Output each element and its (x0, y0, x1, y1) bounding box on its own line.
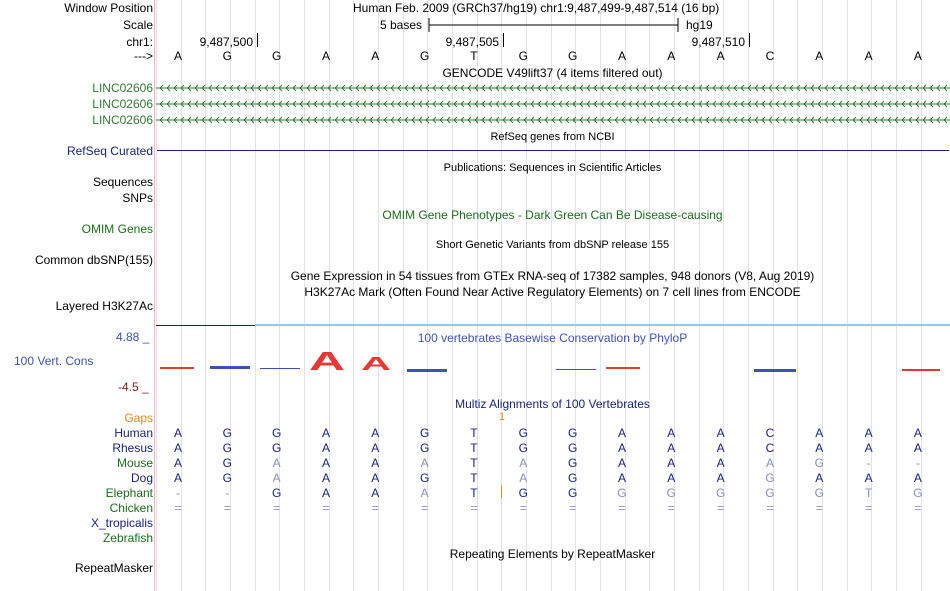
alignment-base: A (913, 471, 922, 485)
species-label[interactable]: Rhesus (112, 441, 153, 455)
alignment-base: A (371, 426, 380, 440)
alignment-base: G (814, 486, 824, 500)
ruler-tick-mark (749, 33, 750, 47)
alignment-base: = (273, 501, 281, 515)
gencode-item-feature[interactable] (156, 115, 950, 125)
alignment-base: = (569, 501, 577, 515)
alignment-base: T (470, 441, 478, 455)
gencode-item-label[interactable]: LINC02606 (92, 81, 153, 95)
alignment-base: G (765, 486, 775, 500)
alignment-base: A (864, 471, 873, 485)
ruler-base: G (271, 49, 282, 63)
ruler-tick-label: 9,487,505 (445, 35, 499, 49)
alignment-base: G (419, 426, 430, 440)
alignment-base: G (567, 426, 578, 440)
species-label[interactable]: Human (114, 426, 153, 440)
alignment-base: A (173, 426, 182, 440)
alignment-base: A (716, 471, 725, 485)
alignment-base: G (567, 456, 578, 470)
publications-title: Publications: Sequences in Scientific Articles (443, 162, 662, 174)
sequences-label[interactable]: Sequences (92, 175, 153, 189)
alignment-base: G (715, 486, 726, 500)
alignment-base: A (272, 456, 281, 470)
gap-count: 1 (499, 411, 506, 423)
alignment-base: G (567, 471, 578, 485)
gencode-item-label[interactable]: LINC02606 (92, 113, 153, 127)
alignment-base: A (815, 471, 824, 485)
alignment-base: - (915, 456, 920, 470)
multiz-title: Multiz Alignments of 100 Vertebrates (455, 397, 650, 411)
conservation-label[interactable]: 100 Vert. Cons (14, 354, 94, 368)
alignment-base: G (518, 486, 528, 500)
alignment-base: = (815, 501, 823, 515)
ruler-base: A (716, 49, 725, 63)
alignment-base: G (814, 456, 824, 470)
alignment-base: A (667, 426, 676, 440)
alignment-base: T (470, 471, 478, 485)
alignment-base: T (470, 426, 478, 440)
ruler-tick-label: 9,487,510 (691, 35, 745, 49)
alignment-base: A (716, 456, 725, 470)
scale-bar (428, 17, 680, 33)
ruler-tick-mark (257, 33, 258, 47)
alignment-base: A (617, 456, 626, 470)
alignment-base: G (567, 486, 578, 500)
alignment-base: A (765, 456, 774, 470)
alignment-base: G (222, 441, 232, 455)
alignment-base: A (667, 471, 676, 485)
alignment-base: G (419, 441, 430, 455)
species-label[interactable]: X_tropicalis (90, 516, 153, 530)
alignment-base: A (420, 486, 429, 500)
window-position-label: Window Position (64, 1, 153, 15)
ruler-base: G (222, 49, 232, 63)
alignment-base: A (913, 426, 922, 440)
alignment-base: A (321, 486, 330, 500)
conservation-min: -4.5 _ (118, 380, 149, 394)
arrow-label: ---> (134, 49, 153, 63)
alignment-base: - (176, 486, 180, 500)
refseq-label[interactable]: RefSeq Curated (66, 144, 153, 158)
gaps-label[interactable]: Gaps (124, 411, 153, 425)
species-label[interactable]: Dog (130, 471, 153, 485)
alignment-base: G (271, 441, 282, 455)
alignment-base: A (173, 471, 182, 485)
ruler-base: A (173, 49, 182, 63)
repeatmasker-label[interactable]: RepeatMasker (74, 561, 153, 575)
alignment-base: = (914, 501, 922, 515)
alignment-base: = (519, 501, 527, 515)
refseq-title: RefSeq genes from NCBI (490, 131, 615, 143)
alignment-base: G (222, 456, 232, 470)
alignment-base: A (321, 426, 330, 440)
alignment-base: A (864, 426, 873, 440)
alignment-base: G (271, 426, 282, 440)
alignment-base: = (865, 501, 873, 515)
dbsnp-title: Short Genetic Variants from dbSNP release 155 (435, 239, 670, 251)
alignment-base: = (618, 501, 626, 515)
h3k27ac-label[interactable]: Layered H3K27Ac (55, 299, 153, 313)
ruler-base: T (470, 49, 478, 63)
gencode-title: GENCODE V49lift37 (4 items filtered out) (442, 66, 663, 80)
ruler-base: A (321, 49, 330, 63)
ruler-tick-mark (503, 33, 504, 47)
alignment-base: A (667, 441, 676, 455)
alignment-base: = (421, 501, 429, 515)
conservation-logo (0, 345, 950, 380)
alignment-base: G (222, 426, 232, 440)
alignment-base: G (765, 471, 775, 485)
alignment-base: = (470, 501, 478, 515)
alignment-base: A (864, 441, 873, 455)
alignment-base: = (667, 501, 675, 515)
alignment-base: A (716, 426, 725, 440)
h3k27ac-title: H3K27Ac Mark (Often Found Near Active Regulatory Elements) on 7 cell lines from ENCODE (304, 285, 801, 299)
alignment-base: A (173, 456, 182, 470)
alignment-base: A (667, 456, 676, 470)
ruler-base: A (815, 49, 824, 63)
elephant-insertion-mark (501, 485, 502, 498)
alignment-base: - (225, 486, 230, 500)
gtex-title: Gene Expression in 54 tissues from GTEx RNA-seq of 17382 samples, 948 donors (V8, Aug 2019) (290, 269, 815, 283)
alignment-base: A (519, 456, 528, 470)
svg-text:A: A (361, 354, 391, 374)
alignment-base: A (371, 456, 380, 470)
alignment-base: A (617, 441, 626, 455)
ruler-tick-label: 9,487,500 (199, 35, 253, 49)
alignment-base: A (321, 441, 330, 455)
gencode-item-feature[interactable] (156, 99, 950, 109)
species-label[interactable]: Chicken (109, 501, 153, 515)
assembly-position[interactable]: Human Feb. 2009 (GRCh37/hg19) chr1:9,487,499-9,487,514 (16 bp) (353, 1, 720, 15)
alignment-base: T (864, 486, 873, 500)
species-label[interactable]: Zebrafish (102, 531, 153, 545)
alignment-base: A (371, 471, 380, 485)
ruler-base: G (419, 49, 430, 63)
gencode-item-label[interactable]: LINC02606 (92, 97, 153, 111)
alignment-base: = (322, 501, 330, 515)
alignment-base: A (321, 456, 330, 470)
conservation-title: 100 vertebrates Basewise Conservation by PhyloP (417, 331, 688, 345)
alignment-base: A (815, 441, 824, 455)
alignment-base: A (420, 456, 429, 470)
alignment-base: A (716, 441, 725, 455)
alignment-base: G (271, 486, 282, 500)
alignment-base: = (174, 501, 182, 515)
alignment-base: - (866, 456, 871, 470)
alignment-base: G (518, 426, 528, 440)
alignment-base: A (371, 441, 380, 455)
alignment-base: = (371, 501, 379, 515)
alignment-base: A (173, 441, 182, 455)
dbsnp-label[interactable]: Common dbSNP(155) (34, 253, 153, 267)
alignment-base: A (371, 486, 380, 500)
species-label[interactable]: Elephant (105, 486, 153, 500)
svg-text:A: A (309, 346, 346, 376)
alignment-base: G (913, 486, 923, 500)
snps-label[interactable]: SNPs (122, 191, 153, 205)
alignment-base: G (617, 486, 627, 500)
refseq-line[interactable] (157, 150, 949, 151)
alignment-base: G (666, 486, 676, 500)
alignment-base: = (766, 501, 774, 515)
alignment-base: T (470, 456, 478, 470)
alignment-base: G (222, 471, 232, 485)
scale-assembly: hg19 (686, 18, 713, 32)
alignment-base: C (765, 441, 775, 455)
alignment-base: A (617, 426, 626, 440)
chr-label: chr1: (126, 35, 153, 49)
ruler-base: G (567, 49, 578, 63)
alignment-base: A (617, 471, 626, 485)
alignment-base: G (518, 441, 528, 455)
alignment-base: A (519, 471, 528, 485)
alignment-base: A (913, 441, 922, 455)
conservation-max: 4.88 _ (116, 330, 150, 344)
gencode-item-feature[interactable] (156, 83, 950, 93)
alignment-base: C (765, 426, 775, 440)
omim-title: OMIM Gene Phenotypes - Dark Green Can Be Disease-causing (382, 208, 723, 222)
ruler-base: C (765, 49, 775, 63)
alignment-base: A (272, 471, 281, 485)
scale-label: Scale (122, 18, 153, 32)
alignment-base: A (321, 471, 330, 485)
h3k27ac-signal (255, 324, 950, 326)
alignment-base: A (815, 426, 824, 440)
alignment-base: G (567, 441, 578, 455)
repeatmasker-title: Repeating Elements by RepeatMasker (449, 547, 656, 561)
alignment-base: G (419, 471, 430, 485)
ruler-base: A (913, 49, 922, 63)
ruler-base: G (518, 49, 528, 63)
alignment-base: = (717, 501, 725, 515)
ruler-base: A (667, 49, 676, 63)
omim-label[interactable]: OMIM Genes (81, 222, 153, 236)
ruler-base: A (371, 49, 380, 63)
ruler-base: A (864, 49, 873, 63)
alignment-base: = (223, 501, 231, 515)
alignment-base: T (470, 486, 478, 500)
species-label[interactable]: Mouse (116, 456, 153, 470)
ruler-base: A (617, 49, 626, 63)
scale-text: 5 bases (380, 18, 423, 32)
